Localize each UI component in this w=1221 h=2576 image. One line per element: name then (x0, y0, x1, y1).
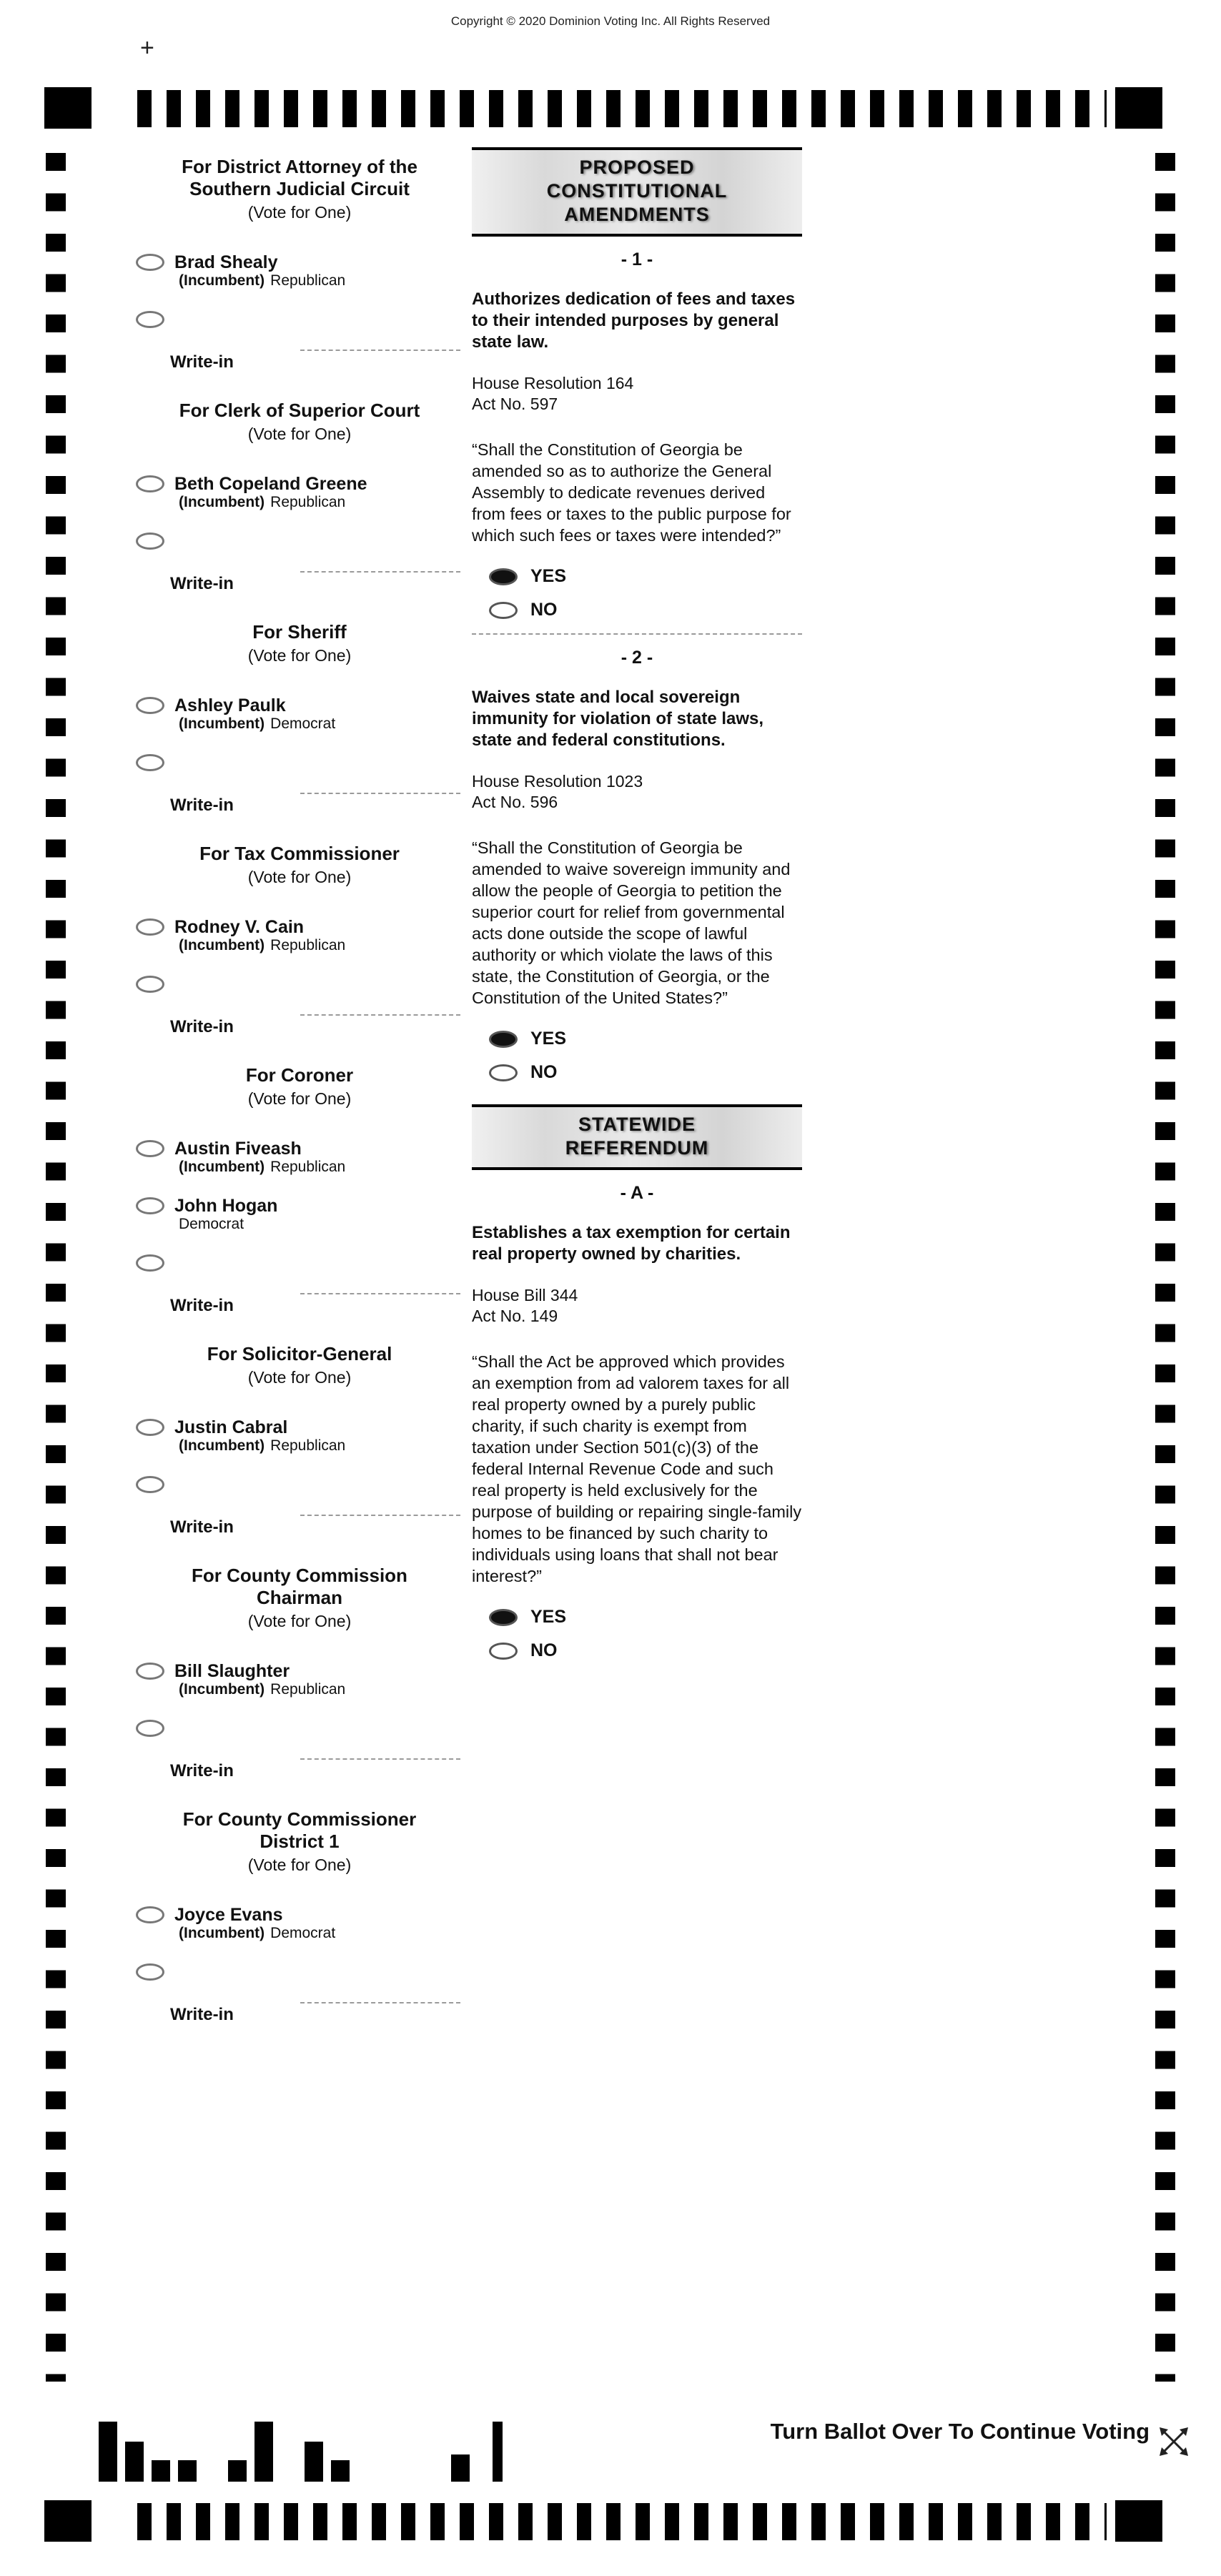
incumbent-label: (Incumbent) (179, 272, 265, 289)
incumbent-label: (Incumbent) (179, 1437, 265, 1454)
option-label: YES (530, 566, 567, 586)
timing-marks-right (1155, 153, 1175, 2382)
ballot-oval[interactable] (136, 311, 164, 328)
write-in-row (136, 784, 463, 820)
write-in-line[interactable] (300, 2002, 460, 2003)
candidate-detail (174, 272, 345, 289)
candidate-option[interactable] (136, 917, 463, 958)
contest-title: For Coroner (245, 1064, 354, 1086)
candidate-option[interactable] (136, 695, 463, 737)
contest-tax-commissioner (136, 838, 463, 1041)
measure-reference (472, 771, 802, 813)
yes-option[interactable] (489, 1029, 802, 1049)
proposed-constitutional-amendments-header: PROPOSED CONSTITUTIONAL AMENDMENTS (472, 147, 802, 237)
party-label: Democrat (270, 1925, 336, 1941)
option-label: NO (530, 1062, 558, 1082)
measure-question: “Shall the Act be approved which provides an exemption from ad valorem taxes for all real property owned by a purely public charity, if such charity is exempt from taxation under Section 501(c)(3) of the federal Internal Revenue Code and such real property is held exclusively for the purpose of building or repairing single-family homes to be financed by such charity to individuals using loans that shall not bear interest?” (472, 1352, 802, 1585)
no-option[interactable] (489, 1640, 802, 1661)
write-in-option[interactable] (136, 1253, 463, 1279)
write-in-line[interactable] (300, 571, 460, 573)
contest-title: For County Commissioner District 1 (182, 1808, 417, 1852)
candidate-name: Austin Fiveash (174, 1139, 302, 1159)
candidate-name: Justin Cabral (174, 1417, 288, 1437)
ballot-oval[interactable] (489, 568, 518, 585)
ballot-oval[interactable] (136, 1963, 164, 1981)
candidate-detail (174, 494, 367, 511)
write-in-option[interactable] (136, 1718, 463, 1744)
candidate-detail (174, 937, 345, 954)
candidate-option[interactable] (136, 1905, 463, 1946)
measure-number: - A - (620, 1183, 654, 1203)
timing-marks-bottom (137, 2503, 1107, 2540)
write-in-option[interactable] (136, 309, 463, 335)
amendment-1 (472, 249, 802, 620)
party-label: Republican (270, 1159, 346, 1175)
option-label: YES (530, 1029, 567, 1049)
measure-question: “Shall the Constitution of Georgia be amended to waive sovereign immunity and allow the people of Georgia to petition the superior court for relief from governmental acts done outside the scope of lawful authority or which violate the laws of this state, the Constitution of Georgia, or the Constitution of the United States?” (472, 838, 791, 1007)
measure-ref-line: House Resolution 1023 (472, 772, 643, 791)
write-in-label: Write-in (170, 1761, 234, 1780)
timing-corner-block (1115, 87, 1162, 129)
no-option[interactable] (489, 1062, 802, 1083)
statewide-referendum-header: STATEWIDE REFERENDUM (472, 1104, 802, 1170)
ballot-oval[interactable] (136, 697, 164, 714)
party-label: Democrat (270, 715, 336, 732)
write-in-line[interactable] (300, 1014, 460, 1016)
contest-title: For Tax Commissioner (199, 843, 400, 864)
candidate-option[interactable] (136, 1661, 463, 1703)
write-in-row (136, 563, 463, 598)
incumbent-label: (Incumbent) (179, 715, 265, 732)
measure-ref-line: Act No. 596 (472, 793, 558, 811)
ballot-oval[interactable] (136, 254, 164, 271)
candidate-name: Ashley Paulk (174, 695, 286, 715)
write-in-label: Write-in (170, 796, 234, 815)
ballot-oval[interactable] (136, 1476, 164, 1493)
ballot-oval[interactable] (136, 475, 164, 492)
contest-title: For District Attorney of the Southern Judicial Circuit (182, 156, 417, 199)
ballot-oval[interactable] (136, 532, 164, 550)
write-in-row (136, 1750, 463, 1785)
candidate-name: Joyce Evans (174, 1905, 283, 1925)
ink-calibration-marks (99, 2420, 503, 2482)
vote-for-instruction: (Vote for One) (247, 868, 352, 886)
four-arrows-icon (1157, 2424, 1191, 2459)
timing-corner-block (44, 87, 92, 129)
contest-title: For County Commission Chairman (192, 1565, 407, 1608)
write-in-option[interactable] (136, 753, 463, 778)
candidate-option[interactable] (136, 252, 463, 294)
ballot-oval[interactable] (136, 1197, 164, 1214)
party-label: Republican (270, 1437, 346, 1454)
contest-solicitor-general (136, 1339, 463, 1542)
measure-ref-line: House Resolution 164 (472, 374, 634, 392)
write-in-row (136, 1993, 463, 2029)
candidate-name: Bill Slaughter (174, 1661, 290, 1681)
vote-for-instruction: (Vote for One) (247, 1856, 352, 1874)
write-in-line[interactable] (300, 1293, 460, 1294)
timing-corner-block (1115, 2500, 1162, 2542)
write-in-line[interactable] (300, 1515, 460, 1516)
write-in-row (136, 1506, 463, 1542)
write-in-row (136, 341, 463, 377)
party-label: Republican (270, 1681, 346, 1698)
ballot-oval[interactable] (136, 1663, 164, 1680)
write-in-option[interactable] (136, 531, 463, 557)
contest-title: For Solicitor-General (207, 1343, 392, 1364)
measure-ref-line: House Bill 344 (472, 1286, 578, 1304)
ballot-oval[interactable] (136, 1140, 164, 1157)
contest-title: For Sheriff (252, 621, 347, 643)
candidate-detail (174, 1216, 277, 1233)
measure-number: - 1 - (621, 249, 653, 269)
write-in-label: Write-in (170, 1017, 234, 1036)
write-in-option[interactable] (136, 1475, 463, 1500)
contest-county-commission-chairman (136, 1560, 463, 1785)
write-in-row (136, 1284, 463, 1320)
candidate-option[interactable] (136, 474, 463, 515)
contest-title: For Clerk of Superior Court (179, 400, 420, 421)
measure-summary: Authorizes dedication of fees and taxes to their intended purposes by general state law. (472, 289, 796, 352)
ballot-oval[interactable] (136, 976, 164, 993)
ballot-oval[interactable] (136, 754, 164, 771)
option-label: NO (530, 1640, 558, 1660)
measure-ref-line: Act No. 149 (472, 1307, 558, 1325)
measure-reference (472, 1285, 802, 1327)
party-label: Republican (270, 272, 346, 289)
ballot-oval[interactable] (489, 602, 518, 619)
write-in-label: Write-in (170, 1517, 234, 1537)
incumbent-label: (Incumbent) (179, 1681, 265, 1698)
ballot-oval[interactable] (489, 1031, 518, 1048)
referendum-a (472, 1183, 802, 1661)
ballot-oval[interactable] (489, 1609, 518, 1626)
measure-number: - 2 - (621, 648, 653, 668)
measures-column (472, 147, 802, 1674)
contest-clerk-superior-court (136, 395, 463, 598)
measure-question: “Shall the Constitution of Georgia be amended so as to authorize the General Assembly to dedicate revenues derived from fees or taxes to the public purpose for which such fees or taxes were intended?” (472, 440, 791, 545)
yes-option[interactable] (489, 566, 802, 587)
incumbent-label: (Incumbent) (179, 494, 265, 510)
turn-ballot-over-notice: Turn Ballot Over To Continue Voting (770, 2419, 1150, 2444)
write-in-label: Write-in (170, 352, 234, 372)
option-label: NO (530, 600, 558, 620)
candidate-detail (174, 1681, 345, 1698)
ballot-oval[interactable] (136, 1254, 164, 1272)
write-in-label: Write-in (170, 2005, 234, 2024)
write-in-option[interactable] (136, 974, 463, 1000)
contests-column (136, 152, 463, 2048)
write-in-row (136, 1006, 463, 1041)
copyright-line: Copyright © 2020 Dominion Voting Inc. All Rights Reserved (450, 14, 771, 28)
write-in-option[interactable] (136, 1962, 463, 1988)
vote-for-instruction: (Vote for One) (247, 1368, 352, 1387)
measure-ref-line: Act No. 597 (472, 395, 558, 413)
vote-for-instruction: (Vote for One) (247, 425, 352, 443)
contest-county-commissioner-district-1 (136, 1804, 463, 2029)
party-label: Republican (270, 937, 346, 953)
timing-marks-top (137, 90, 1107, 127)
vote-for-instruction: (Vote for One) (247, 646, 352, 665)
amendment-2 (472, 648, 802, 1083)
contest-district-attorney (136, 152, 463, 377)
candidate-name: Brad Shealy (174, 252, 278, 272)
candidate-option[interactable] (136, 1196, 463, 1237)
vote-for-instruction: (Vote for One) (247, 203, 352, 222)
yes-option[interactable] (489, 1607, 802, 1628)
no-option[interactable] (489, 600, 802, 620)
ballot-oval[interactable] (489, 1643, 518, 1660)
incumbent-label: (Incumbent) (179, 1925, 265, 1941)
party-label: Republican (270, 494, 346, 510)
candidate-detail (174, 1159, 345, 1176)
registration-plus-mark: + (140, 34, 154, 61)
write-in-line[interactable] (300, 793, 460, 794)
party-label: Democrat (179, 1216, 244, 1232)
contest-coroner (136, 1060, 463, 1320)
ballot-oval[interactable] (136, 1906, 164, 1923)
candidate-detail (174, 1437, 345, 1455)
option-label: YES (530, 1607, 567, 1627)
incumbent-label: (Incumbent) (179, 937, 265, 953)
measure-summary: Waives state and local sovereign immunity for violation of state laws, state and federal constitutions. (472, 688, 764, 750)
candidate-name: Beth Copeland Greene (174, 474, 367, 494)
ballot-oval[interactable] (136, 1720, 164, 1737)
candidate-option[interactable] (136, 1417, 463, 1459)
measure-reference (472, 373, 802, 415)
candidate-detail (174, 715, 335, 733)
vote-for-instruction: (Vote for One) (247, 1612, 352, 1630)
write-in-label: Write-in (170, 574, 234, 593)
measure-summary: Establishes a tax exemption for certain real property owned by charities. (472, 1223, 791, 1264)
section-divider (472, 633, 802, 635)
candidate-name: John Hogan (174, 1196, 278, 1216)
ballot-oval[interactable] (136, 918, 164, 936)
candidate-detail (174, 1925, 335, 1942)
contest-sheriff (136, 617, 463, 820)
vote-for-instruction: (Vote for One) (247, 1089, 352, 1108)
timing-marks-left (46, 153, 66, 2382)
write-in-line[interactable] (300, 350, 460, 351)
ballot-oval[interactable] (489, 1064, 518, 1081)
write-in-label: Write-in (170, 1296, 234, 1315)
candidate-option[interactable] (136, 1139, 463, 1180)
ballot-oval[interactable] (136, 1419, 164, 1436)
incumbent-label: (Incumbent) (179, 1159, 265, 1175)
write-in-line[interactable] (300, 1758, 460, 1760)
timing-corner-block (44, 2500, 92, 2542)
candidate-name: Rodney V. Cain (174, 917, 305, 937)
